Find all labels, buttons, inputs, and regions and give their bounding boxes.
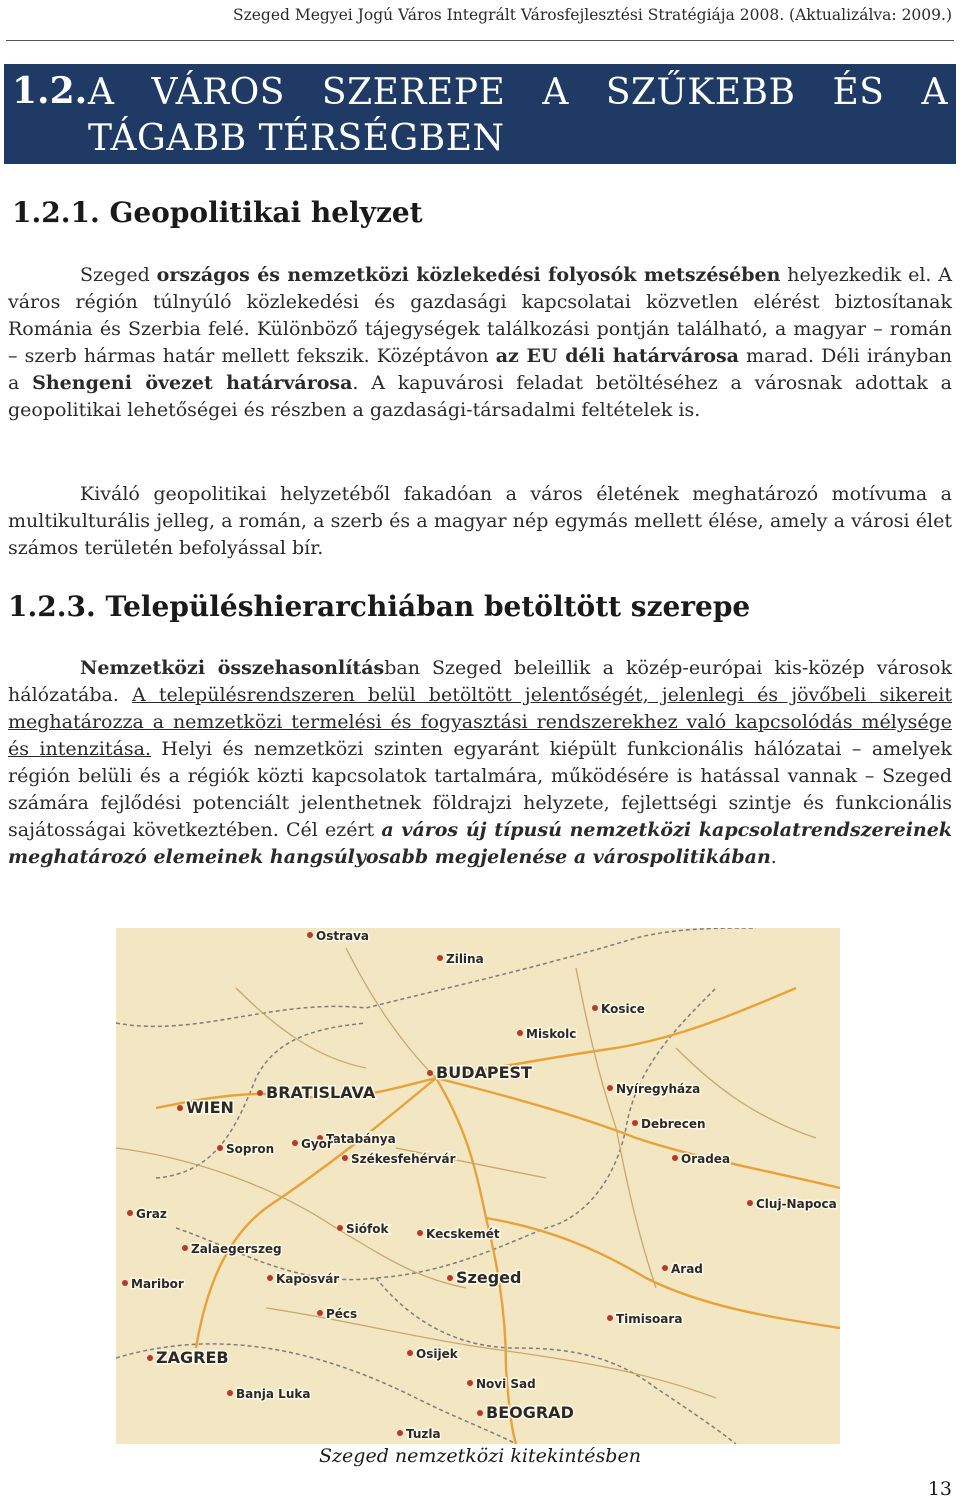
city-dot [182,1245,188,1251]
region-road-map [116,928,840,1444]
city-label: BUDAPEST [436,1063,532,1082]
city-label: Székesfehérvár [351,1152,456,1166]
city-dot [397,1430,403,1436]
city-label: WIEN [186,1098,234,1117]
chapter-title: A VÁROS SZEREPE A SZŰKEBB ÉS A TÁGABB TÉRSÉGBEN [88,72,948,159]
figure-caption: Szeged nemzetközi kitekintésben [319,1445,641,1467]
section-heading-hierarchy: 1.2.3. Településhierarchiában betöltött szerepe [8,590,751,623]
city-dot [467,1380,473,1386]
city-dot [427,1070,433,1076]
city-label: Szeged [456,1268,522,1287]
city-dot [747,1200,753,1206]
city-dot [437,955,443,961]
city-label: Pécs [326,1307,358,1321]
city-dot [147,1355,153,1361]
city-dot [592,1005,598,1011]
paragraph-multicultural: Kiváló geopolitikai helyzetéből fakadóan a város életének meghatározó motívuma a multikulturális jelleg, a román, a szerb és a magyar nép egymás mellett élése, amely a városi élet számos területén befolyással bír. [8,483,952,559]
city-label: Maribor [131,1277,184,1291]
city-label: Kaposvár [276,1272,340,1286]
city-label: ZAGREB [156,1348,229,1367]
city-dot [342,1155,348,1161]
city-label: Tuzla [406,1427,441,1441]
city-dot [267,1275,273,1281]
page-number: 13 [927,1478,952,1500]
city-dot [632,1120,638,1126]
city-label: Oradea [681,1152,731,1166]
chapter-number: 1.2. [12,70,88,112]
city-label: Zilina [446,952,484,966]
city-label: Timisoara [616,1312,683,1326]
city-label: BEOGRAD [486,1403,574,1422]
city-dot [672,1155,678,1161]
section-heading-geopolitics: 1.2.1. Geopolitikai helyzet [12,196,423,229]
city-label: Tatabánya [326,1132,396,1146]
city-label: Gyor [301,1137,333,1151]
city-dot [417,1230,423,1236]
running-header: Szeged Megyei Jogú Város Integrált Városfejlesztési Stratégiája 2008. (Aktualizálva: 2009.) [232,6,952,24]
city-dot [662,1265,668,1271]
city-dot [177,1105,183,1111]
city-label: Banja Luka [236,1387,311,1401]
city-label: BRATISLAVA [266,1083,376,1102]
city-dot [607,1315,613,1321]
city-dot [122,1280,128,1286]
city-dot [127,1210,133,1216]
city-dot [337,1225,343,1231]
city-label: Miskolc [526,1027,577,1041]
city-dot [447,1275,453,1281]
city-dot [407,1350,413,1356]
city-label: Novi Sad [476,1377,536,1391]
city-dot [607,1085,613,1091]
city-label: Arad [671,1262,703,1276]
chapter-heading-band [4,64,956,164]
city-dot [477,1410,483,1416]
city-dot [307,932,313,938]
city-label: Sopron [226,1142,275,1156]
city-label: Graz [136,1207,167,1221]
city-label: Siófok [346,1222,389,1236]
header-rule [6,40,954,41]
city-label: Debrecen [641,1117,706,1131]
city-label: Nyíregyháza [616,1082,701,1096]
city-dot [317,1310,323,1316]
city-dot [517,1030,523,1036]
city-label: Kosice [601,1002,645,1016]
city-dot [257,1090,263,1096]
city-label: Ostrava [316,929,370,943]
city-dot [227,1390,233,1396]
paragraph-hierarchy: Nemzetközi összehasonlításban Szeged beleillik a közép-európai kis-közép városok hálózatába. A településrendszeren belül betöltött jelentőségét, jelenlegi és jövőbeli sikereit meghatározza a nemzetközi termelési és fogyasztási rendszerekhez való kapcsolódás mélysége és intenzitása. Helyi és nemzetközi szinten egyaránt kiépült funkcionális hálózatai – amelyek régión belüli és a régiók közti kapcsolatok tartalmára, működésére is hatással vannak – Szeged számára fejlődési potenciált jelenthetnek földrajzi helyzete, fejlettségi szintje és funkcionális sajátosságai következtében. Cél ezért a város új típusú nemzetközi kapcsolatrendszereinek meghatározó elemeinek hangsúlyosabb megjelenése a várospolitikában. [8,657,952,868]
paragraph-geopolitics: Szeged országos és nemzetközi közlekedési folyosók metszésében helyezkedik el. A város régión túlnyúló közlekedési és gazdasági kapcsolatai közvetlen elérést biztosítanak Románia és Szerbia felé. Különböző tájegységek találkozási pontján található, a magyar – román – szerb hármas határ mellett fekszik. Középtávon az EU déli határvárosa marad. Déli irányban a Shengeni övezet határvárosa. A kapuvárosi feladat betöltéséhez a városnak adottak a geopolitikai lehetőségei és részben a gazdasági-társadalmi feltételek is. [8,264,953,421]
city-label: Kecskemét [426,1227,500,1241]
city-dot [292,1140,298,1146]
city-label: Zalaegerszeg [191,1242,282,1256]
city-dot [217,1145,223,1151]
city-label: Cluj-Napoca [756,1197,837,1211]
city-label: Osijek [416,1347,458,1361]
